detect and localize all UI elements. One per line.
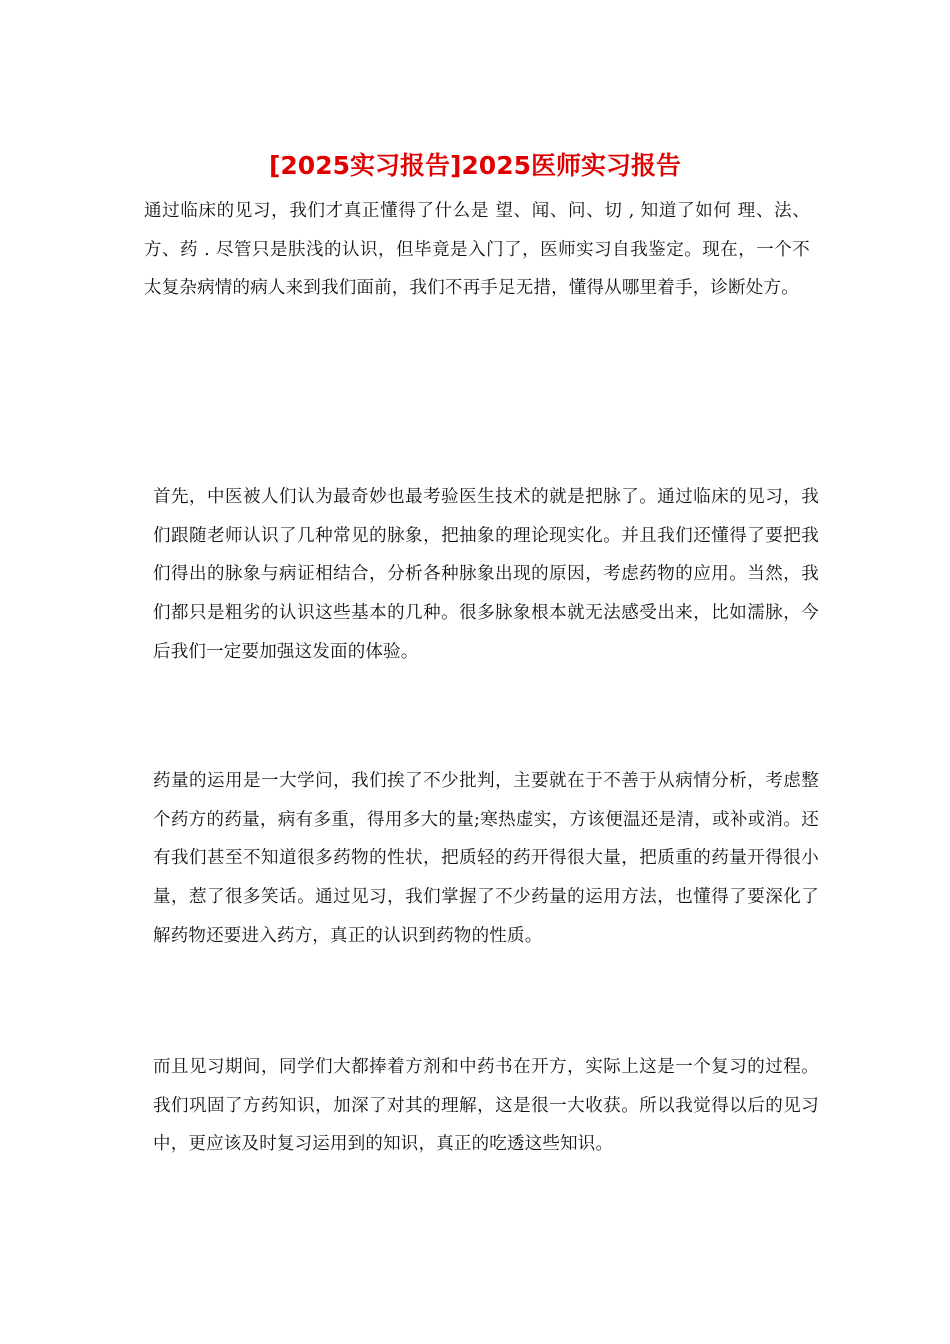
paragraph-2: 首先，中医被人们认为最奇妙也最考验医生技术的就是把脉了。通过临床的见习，我们跟随老师认识了几种常见的脉象，把抽象的理论现实化。并且我们还懂得了要把我们得出的脉象与病证相结合，分析各种脉象出现的原因，考虑药物的应用。当然，我们都只是粗劣的认识这些基本的几种。很多脉象根本就无法感受出来，比如濡脉，今后我们一定要加强这发面的体验。 <box>153 487 819 662</box>
document-title: [2025实习报告]2025医师实习报告 <box>268 151 681 180</box>
paragraph-4: 而且见习期间，同学们大都捧着方剂和中药书在开方，实际上这是一个复习的过程。我们巩固了方药知识，加深了对其的理解，这是很一大收获。所以我觉得以后的见习中，更应该及时复习运用到的知识，真正的吃透这些知识。 <box>153 1057 819 1155</box>
paragraph-1: 通过临床的见习，我们才真正懂得了什么是 望、闻、问、切 , 知道了如何 理、法、方、药 . 尽管只是肤浅的认识，但毕竟是入门了，医师实习自我鉴定。现在，一个不太复杂病情的病人来到我们面前，我们不再手足无措，懂得从哪里着手，诊断处方。 <box>144 201 810 299</box>
paragraph-3: 药量的运用是一大学问，我们挨了不少批判，主要就在于不善于从病情分析，考虑整个药方的药量，病有多重，得用多大的量;寒热虚实，方该便温还是清，或补或消。还有我们甚至不知道很多药物的性状，把质轻的药开得很大量，把质重的药量开得很小量，惹了很多笑话。通过见习，我们掌握了不少药量的运用方法，也懂得了要深化了解药物还要进入药方，真正的认识到药物的性质。 <box>153 771 819 946</box>
